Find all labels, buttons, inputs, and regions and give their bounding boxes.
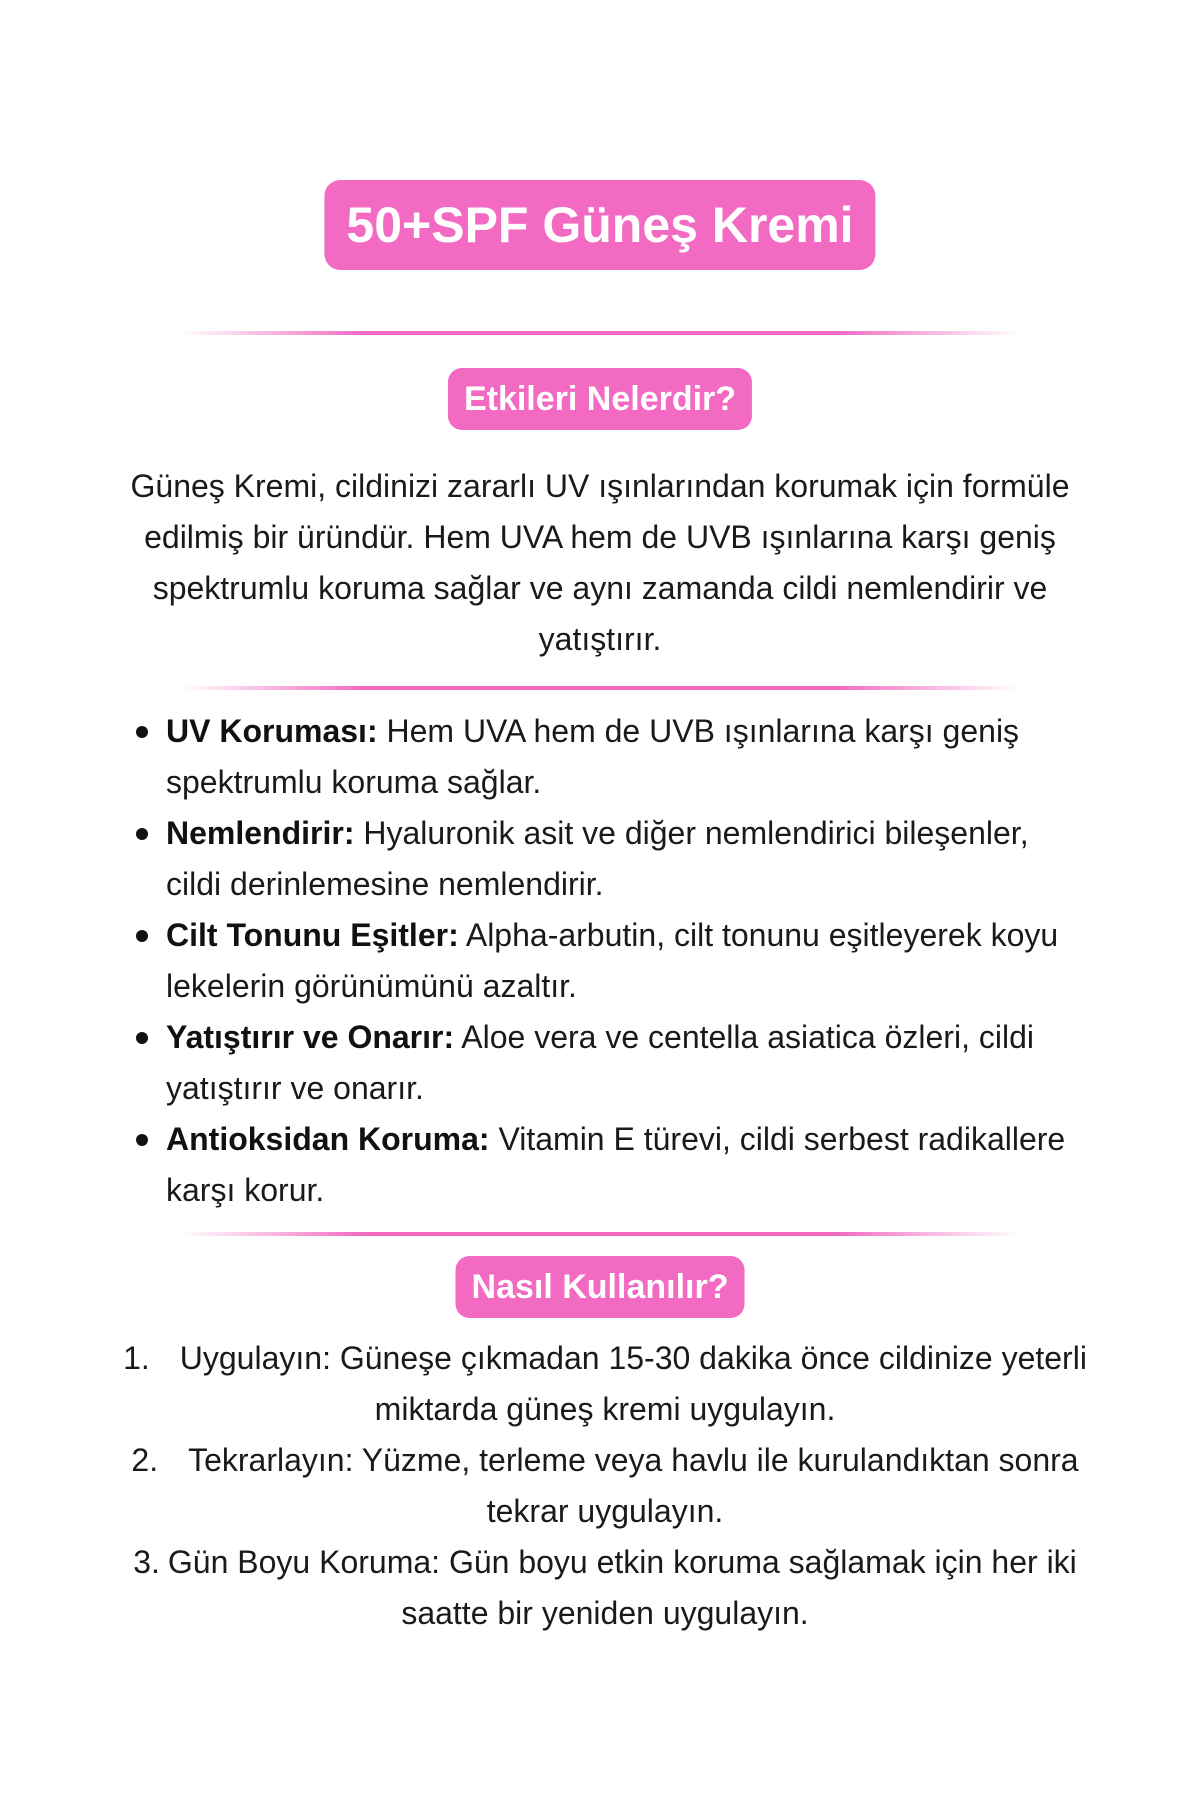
usage-step-all-day <box>110 1537 1100 1639</box>
benefit-text: Aloe vera ve centella asiatica özleri, cildi yatıştırır ve onarır. <box>166 1019 1034 1106</box>
step-number: 1. <box>123 1340 150 1376</box>
usage-heading: Nasıl Kullanılır? <box>456 1256 745 1318</box>
step-text: Tekrarlayın: Yüzme, terleme veya havlu ile kurulandıktan sonra tekrar uygulayın. <box>188 1442 1079 1529</box>
benefit-text: Hyaluronik asit ve diğer nemlendirici bileşenler, cildi derinlemesine nemlendirir. <box>166 815 1029 902</box>
bullet-icon <box>136 1032 148 1044</box>
benefit-label: UV Koruması: <box>166 713 378 749</box>
usage-step-repeat <box>110 1435 1100 1537</box>
bullet-icon <box>136 1134 148 1146</box>
divider-top <box>180 331 1020 335</box>
effects-intro: Güneş Kremi, cildinizi zararlı UV ışınlarından korumak için formüle edilmiş bir üründür. Hem UVA hem de UVB ışınlarına karşı geniş spektrumlu koruma sağlar ve aynı zamanda cildi nemlendirir ve yatıştırır. <box>130 468 1070 657</box>
benefit-item-antioxidant <box>130 1114 1090 1216</box>
step-text: Gün Boyu Koruma: Gün boyu etkin koruma sağlamak için her iki saatte bir yeniden uygulayın. <box>167 1544 1077 1631</box>
benefit-label: Antioksidan Koruma: <box>166 1121 490 1157</box>
divider-bottom <box>180 1232 1020 1236</box>
benefit-item-soothe <box>130 1012 1090 1114</box>
benefit-label: Yatıştırır ve Onarır: <box>166 1019 455 1055</box>
effects-heading: Etkileri Nelerdir? <box>448 368 752 430</box>
usage-steps-list <box>110 1333 1100 1639</box>
step-number: 2. <box>131 1442 159 1478</box>
divider-middle <box>180 686 1020 690</box>
benefit-item-skin-tone <box>130 910 1090 1012</box>
benefit-text: Vitamin E türevi, cildi serbest radikallere karşı korur. <box>166 1121 1066 1208</box>
bullet-icon <box>136 726 148 738</box>
benefit-label: Cilt Tonunu Eşitler: <box>166 917 459 953</box>
benefit-item-moisturize <box>130 808 1090 910</box>
step-text: Uygulayın: Güneşe çıkmadan 15-30 dakika önce cildinize yeterli miktarda güneş kremi uygulayın. <box>179 1340 1087 1427</box>
step-number: 3. <box>133 1544 160 1580</box>
bullet-icon <box>136 828 148 840</box>
benefit-text: Hem UVA hem de UVB ışınlarına karşı geniş spektrumlu koruma sağlar. <box>166 713 1020 800</box>
benefits-list <box>130 706 1090 1216</box>
benefit-item-uv <box>130 706 1090 808</box>
benefit-text: Alpha-arbutin, cilt tonunu eşitleyerek koyu lekelerin görünümünü azaltır. <box>166 917 1059 1004</box>
page-title: 50+SPF Güneş Kremi <box>324 180 875 270</box>
benefit-label: Nemlendirir: <box>166 815 355 851</box>
bullet-icon <box>136 930 148 942</box>
usage-step-apply <box>110 1333 1100 1435</box>
